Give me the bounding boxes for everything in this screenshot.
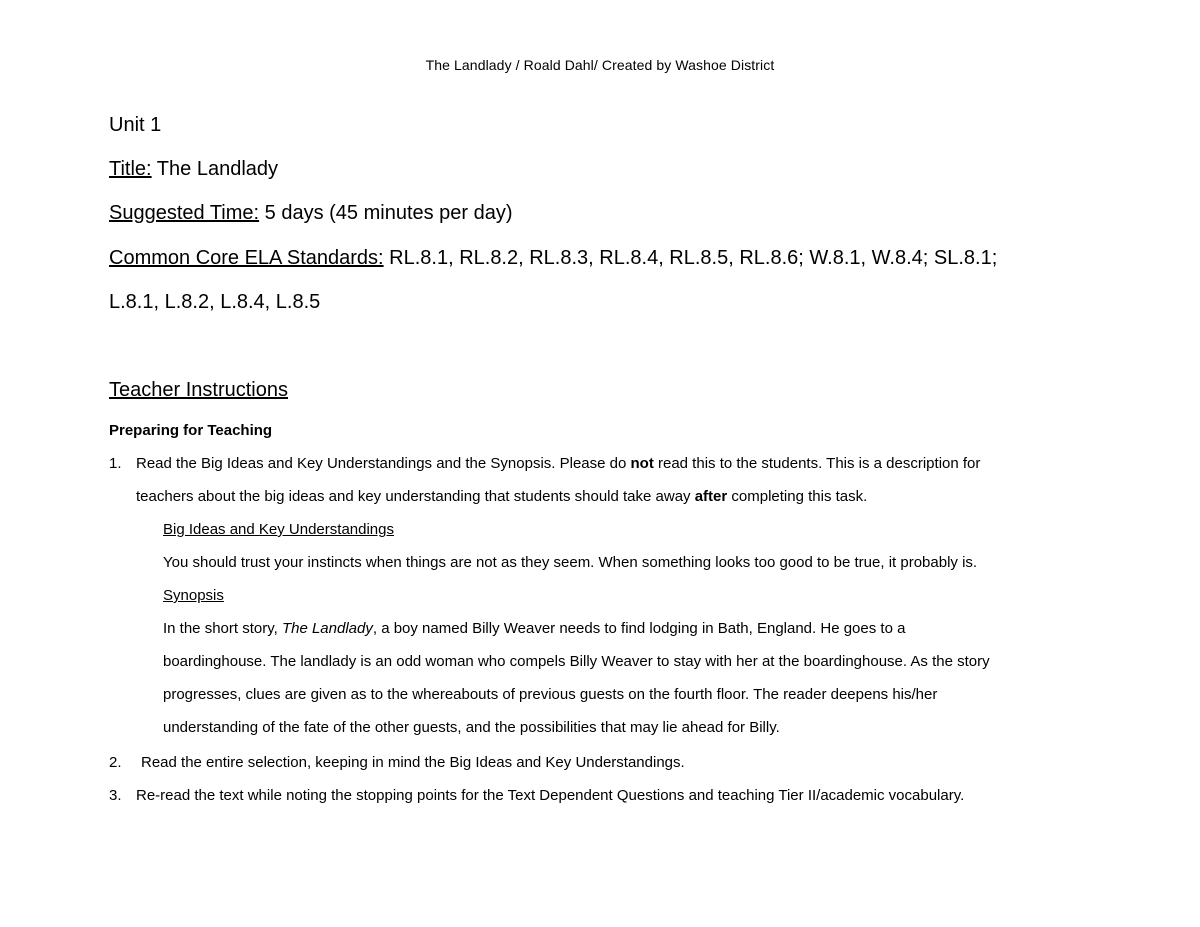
title-value: The Landlady: [151, 158, 279, 180]
standards-line-2: L.8.1, L.8.2, L.8.4, L.8.5: [109, 291, 321, 313]
synopsis-line-2: boardinghouse. The landlady is an odd woman who compels Billy Weaver to stay with her at the boardinghouse. As the story: [163, 653, 990, 670]
page-header: The Landlady / Roald Dahl/ Created by Washoe District: [425, 57, 775, 73]
big-ideas-heading: Big Ideas and Key Understandings: [163, 521, 394, 538]
item1-line1-text: Read the Big Ideas and Key Understandings and the Synopsis. Please do: [136, 455, 631, 472]
synopsis-heading: Synopsis: [163, 587, 224, 604]
synopsis-line1-text: In the short story,: [163, 620, 282, 637]
synopsis-line-3: progresses, clues are given as to the whereabouts of previous guests on the fourth floor. The reader deepens his/her: [163, 686, 938, 703]
list-number-1: 1.: [109, 455, 122, 472]
list-number-2: 2.: [109, 754, 122, 771]
suggested-time-line: [109, 202, 513, 225]
big-ideas-text: You should trust your instincts when things are not as they seem. When something looks too good to be true, it probably is.: [163, 554, 978, 571]
list-number-3: 3.: [109, 787, 122, 804]
synopsis-line-4: understanding of the fate of the other guests, and the possibilities that may lie ahead for Billy.: [163, 719, 780, 736]
preparing-for-teaching-heading: Preparing for Teaching: [109, 422, 273, 439]
story-title-italic: The Landlady: [281, 620, 373, 637]
item2-text: Read the entire selection, keeping in mind the Big Ideas and Key Understandings.: [141, 754, 685, 771]
item1-line2-text: teachers about the big ideas and key understanding that students should take away: [136, 488, 695, 505]
suggested-time-value: 5 days (45 minutes per day): [259, 202, 513, 224]
item3-text: Re-read the text while noting the stopping points for the Text Dependent Questions and teaching Tier II/academic vocabulary.: [136, 787, 965, 804]
standards-value: RL.8.1, RL.8.2, RL.8.3, RL.8.4, RL.8.5, RL.8.6; W.8.1, W.8.4; SL.8.1;: [383, 247, 998, 269]
synopsis-line-1: [163, 620, 905, 637]
standards-label: Common Core ELA Standards:: [109, 247, 384, 269]
item1-line2: [136, 488, 867, 505]
item1-emphasis-after: after: [694, 488, 728, 505]
item1-line2-text-end: completing this task.: [727, 488, 868, 505]
synopsis-line1-text-end: , a boy named Billy Weaver needs to find lodging in Bath, England. He goes to a: [372, 620, 906, 637]
unit-label: Unit 1: [109, 114, 162, 136]
item1-emphasis-not: not: [630, 455, 654, 472]
title-label: Title:: [109, 158, 152, 180]
item1-line1: [136, 455, 980, 472]
suggested-time-label: Suggested Time:: [109, 202, 260, 224]
item1-line1-text-end: read this to the students. This is a description for: [653, 455, 981, 472]
title-line: [109, 158, 278, 181]
standards-line: [109, 247, 997, 270]
teacher-instructions-heading: Teacher Instructions: [109, 379, 288, 401]
